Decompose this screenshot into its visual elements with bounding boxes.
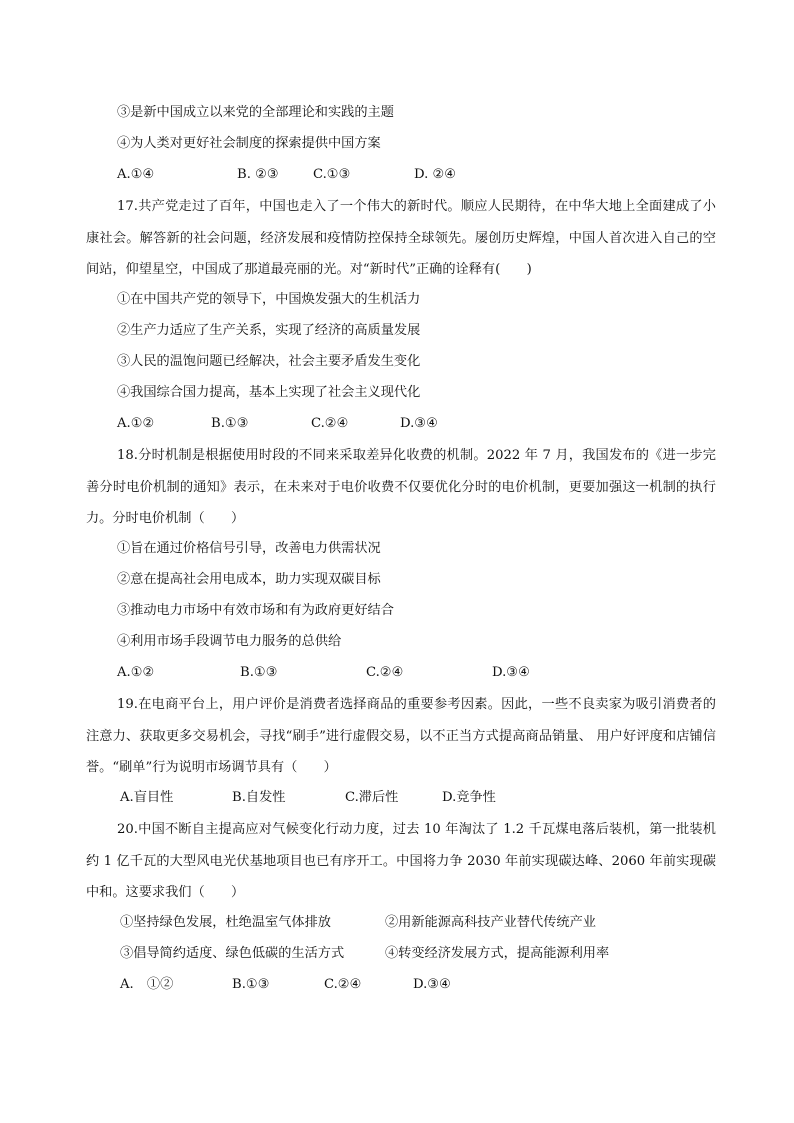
q18-statement-4: ④利用市场手段调节电力服务的总供给 — [117, 634, 342, 649]
q19-stem: 19.在电商平台上，用户评价是消费者选择商品的重要参考因素。因此，一些不良卖家为吸引消费者的注意力、获取更多交易机会，寻找“刷手”进行虚假交易，以不正当方式提高商品销量、 用户好评度和店铺信誉。“刷单”行为说明市场调节具有（ ） — [86, 697, 716, 775]
q17-option-c[interactable]: C.②④ — [311, 416, 349, 431]
q18-options — [117, 663, 717, 683]
q20-option-a[interactable]: A. ①② — [120, 977, 174, 992]
q20-option-c[interactable]: C.②④ — [324, 977, 362, 992]
q19-option-a[interactable]: A.盲目性 — [120, 790, 174, 805]
q18-stem: 18.分时机制是根据使用时段的不同来采取差异化收费的机制。2022 年 7 月，我国发布的《进一步完善分时电价机制的通知》表示，在未来对于电价收费不仅要优化分时的电价机制，更要加强这一机制的执行力。分时电价机制（ ） — [86, 448, 716, 526]
q16-option-c[interactable]: C.①③ — [313, 167, 351, 182]
q17-option-a[interactable]: A.①② — [117, 416, 155, 431]
q20-options — [120, 975, 720, 995]
q16-statement-4: ④为人类对更好社会制度的探索提供中国方案 — [117, 136, 381, 151]
q16-options — [117, 165, 717, 185]
q17-option-b[interactable]: B.①③ — [211, 416, 249, 431]
q19-option-d[interactable]: D.竞争性 — [442, 790, 496, 805]
q20-statement-3: ③倡导简约适度、绿色低碳的生活方式 — [120, 946, 345, 961]
q17-statement-4: ④我国综合国力提高，基本上实现了社会主义现代化 — [117, 385, 421, 400]
q18-statement-2: ②意在提高社会用电成本，助力实现双碳目标 — [117, 572, 381, 587]
q19-option-b[interactable]: B.自发性 — [232, 790, 286, 805]
q20-option-d[interactable]: D.③④ — [413, 977, 451, 992]
q16-option-b[interactable]: B. ②③ — [237, 167, 279, 182]
q19-options — [120, 788, 720, 808]
q18-option-a[interactable]: A.①② — [117, 665, 155, 680]
q17-stem: 17.共产党走过了百年，中国也走入了一个伟大的新时代。顺应人民期待，在中华大地上全面建成了小康社会。解答新的社会问题，经济发展和疫情防控保持全球领先。屡创历史辉煌，中国人首次进入自己的空间站，仰望星空，中国成了那道最亮丽的光。对“新时代”正确的诠释有( ) — [86, 199, 716, 277]
q18-statement-1: ①旨在通过价格信号引导，改善电力供需状况 — [117, 541, 381, 556]
q20-statement-2: ②用新能源高科技产业替代传统产业 — [385, 915, 596, 930]
q18-statement-3: ③推动电力市场中有效市场和有为政府更好结合 — [117, 603, 394, 618]
q18-option-c[interactable]: C.②④ — [366, 665, 404, 680]
q20-statements-row-1 — [120, 913, 720, 933]
q17-statement-1: ①在中国共产党的领导下，中国焕发强大的生机活力 — [117, 292, 421, 307]
q20-statements-row-2 — [120, 944, 720, 964]
q16-option-a[interactable]: A.①④ — [117, 167, 155, 182]
q17-options — [117, 414, 717, 434]
q16-option-d[interactable]: D. ②④ — [414, 167, 457, 182]
q20-stem: 20.中国不断自主提高应对气候变化行动力度，过去 10 年淘汰了 1.2 千瓦煤电落后装机，第一批装机约 1 亿千瓦的大型风电光伏基地项目也已有序开工。中国将力争 2030 年前实现碳达峰、2060 年前实现碳中和。这要求我们（ ） — [86, 822, 716, 900]
q17-option-d[interactable]: D.③④ — [400, 416, 438, 431]
q18-option-d[interactable]: D.③④ — [492, 665, 530, 680]
q16-statement-3: ③是新中国成立以来党的全部理论和实践的主题 — [117, 105, 394, 120]
q18-option-b[interactable]: B.①③ — [240, 665, 278, 680]
q19-option-c[interactable]: C.滞后性 — [345, 790, 399, 805]
q20-statement-1: ①坚持绿色发展，杜绝温室气体排放 — [120, 915, 331, 930]
q20-statement-4: ④转变经济发展方式，提高能源利用率 — [385, 946, 610, 961]
q20-option-b[interactable]: B.①③ — [232, 977, 270, 992]
q17-statement-2: ②生产力适应了生产关系，实现了经济的高质量发展 — [117, 323, 421, 338]
q17-statement-3: ③人民的温饱问题已经解决，社会主要矛盾发生变化 — [117, 354, 421, 369]
